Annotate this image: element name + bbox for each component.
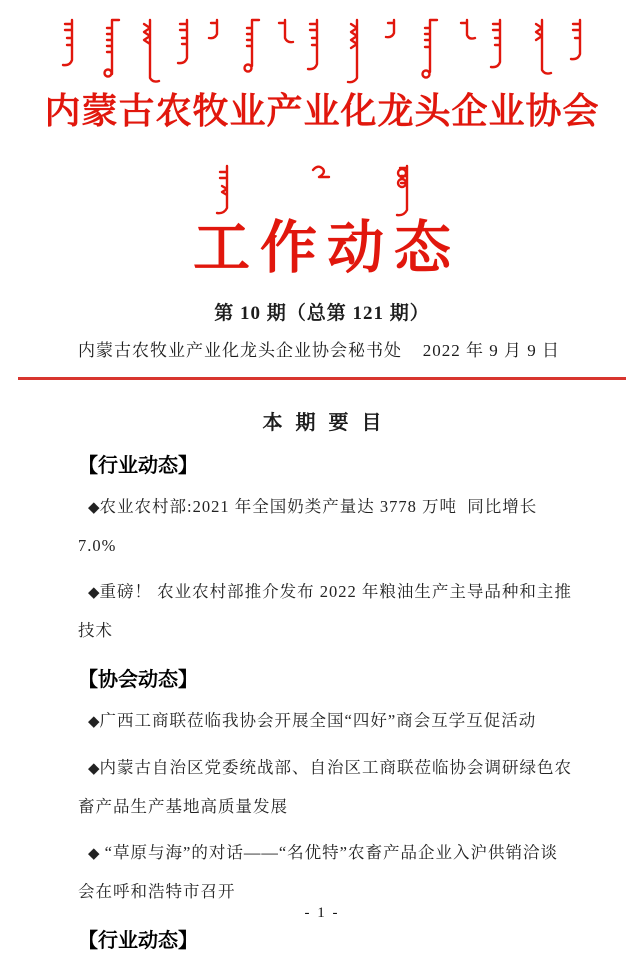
toc-title: 本 期 要 目 (262, 412, 386, 434)
diamond-bullet-icon: ◆ (88, 714, 100, 730)
toc-item-text: 重磅！ 农业农村部推介发布 2022 年粮油生产主导品种和主推技术 (78, 582, 572, 640)
toc-item (78, 749, 574, 826)
toc-item-text: 广西工商联莅临我协会开展全国“四好”商会互学互促活动 (99, 711, 537, 730)
bulletin-title: 工作动态 (193, 217, 461, 280)
bulletin-page (0, 16, 644, 952)
publisher-row (0, 339, 644, 363)
diamond-bullet-icon: ◆ (88, 761, 100, 777)
section-heading-industry-2: 【行业动态】 (78, 930, 198, 952)
mongolian-script-top-row-icon (42, 16, 602, 80)
diamond-bullet-icon: ◆ (88, 500, 100, 516)
toc-item (78, 488, 574, 565)
toc-item-text: 内蒙古自治区党委统战部、自治区工商联莅临协会调研绿色农畜产品生产基地高质量发展 (78, 758, 573, 816)
toc-item (78, 702, 574, 741)
toc-item-text: “草原与海”的对话——“名优特”农畜产品企业入沪供销洽谈会在呼和浩特市召开 (78, 843, 558, 901)
toc-item (78, 573, 574, 650)
diamond-bullet-icon: ◆ (88, 846, 100, 862)
mongolian-script-middle-row-icon (202, 160, 442, 218)
organization-title: 内蒙古农牧业产业化龙头企业协会 (44, 91, 600, 131)
toc-item (78, 834, 574, 911)
section-heading-industry-1: 【行业动态】 (78, 455, 198, 477)
red-divider-rule (18, 377, 626, 380)
toc-item-text: 农业农村部:2021 年全国奶类产量达 3778 万吨 同比增长 7.0% (78, 497, 543, 555)
page-number: - 1 - (304, 905, 340, 921)
diamond-bullet-icon: ◆ (88, 585, 100, 601)
section-heading-association: 【协会动态】 (78, 669, 198, 691)
publisher-name: 内蒙古农牧业产业化龙头企业协会秘书处 (78, 341, 402, 360)
issue-date: 2022 年 9 月 9 日 (422, 341, 560, 360)
issue-number: 第 10 期（总第 121 期） (214, 303, 430, 324)
